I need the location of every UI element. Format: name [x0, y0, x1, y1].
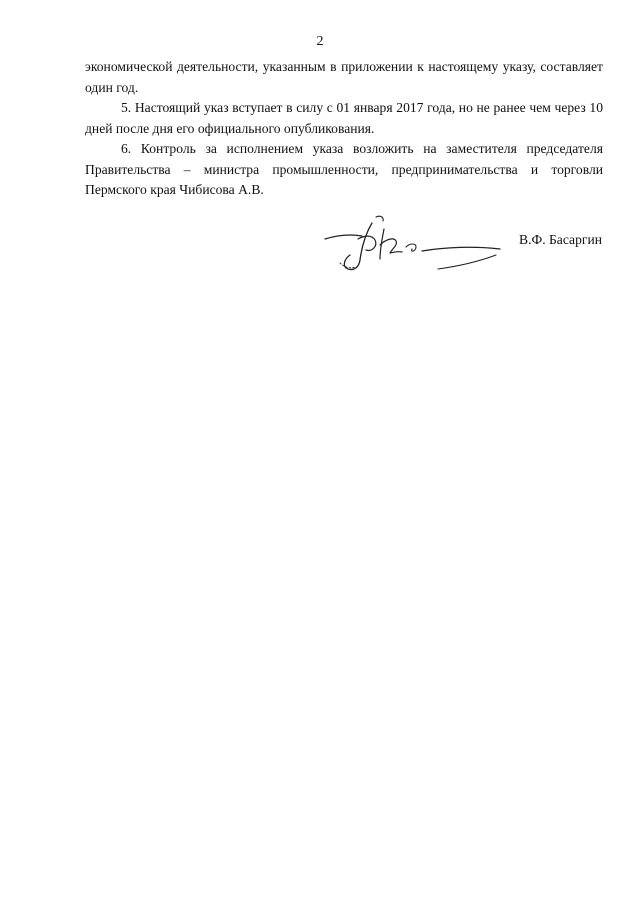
page-number: 2 — [316, 34, 324, 49]
document-body — [85, 57, 603, 201]
paragraph-continuation: экономической деятельности, указанным в приложении к настоящему указу, составляет один год. — [85, 59, 603, 95]
paragraph-item-5: 5. Настоящий указ вступает в силу с 01 января 2017 года, но не ранее чем через 10 дней после дня его официального опубликования. — [85, 100, 603, 136]
signer-name: В.Ф. Басаргин — [519, 232, 602, 247]
signature-block — [300, 205, 610, 285]
paragraph-item-6: 6. Контроль за исполнением указа возложить на заместителя председателя Правительства – министра промышленности, предпринимательства и торговли Пермского края Чибисова А.В. — [85, 141, 603, 197]
handwritten-signature — [310, 205, 510, 280]
